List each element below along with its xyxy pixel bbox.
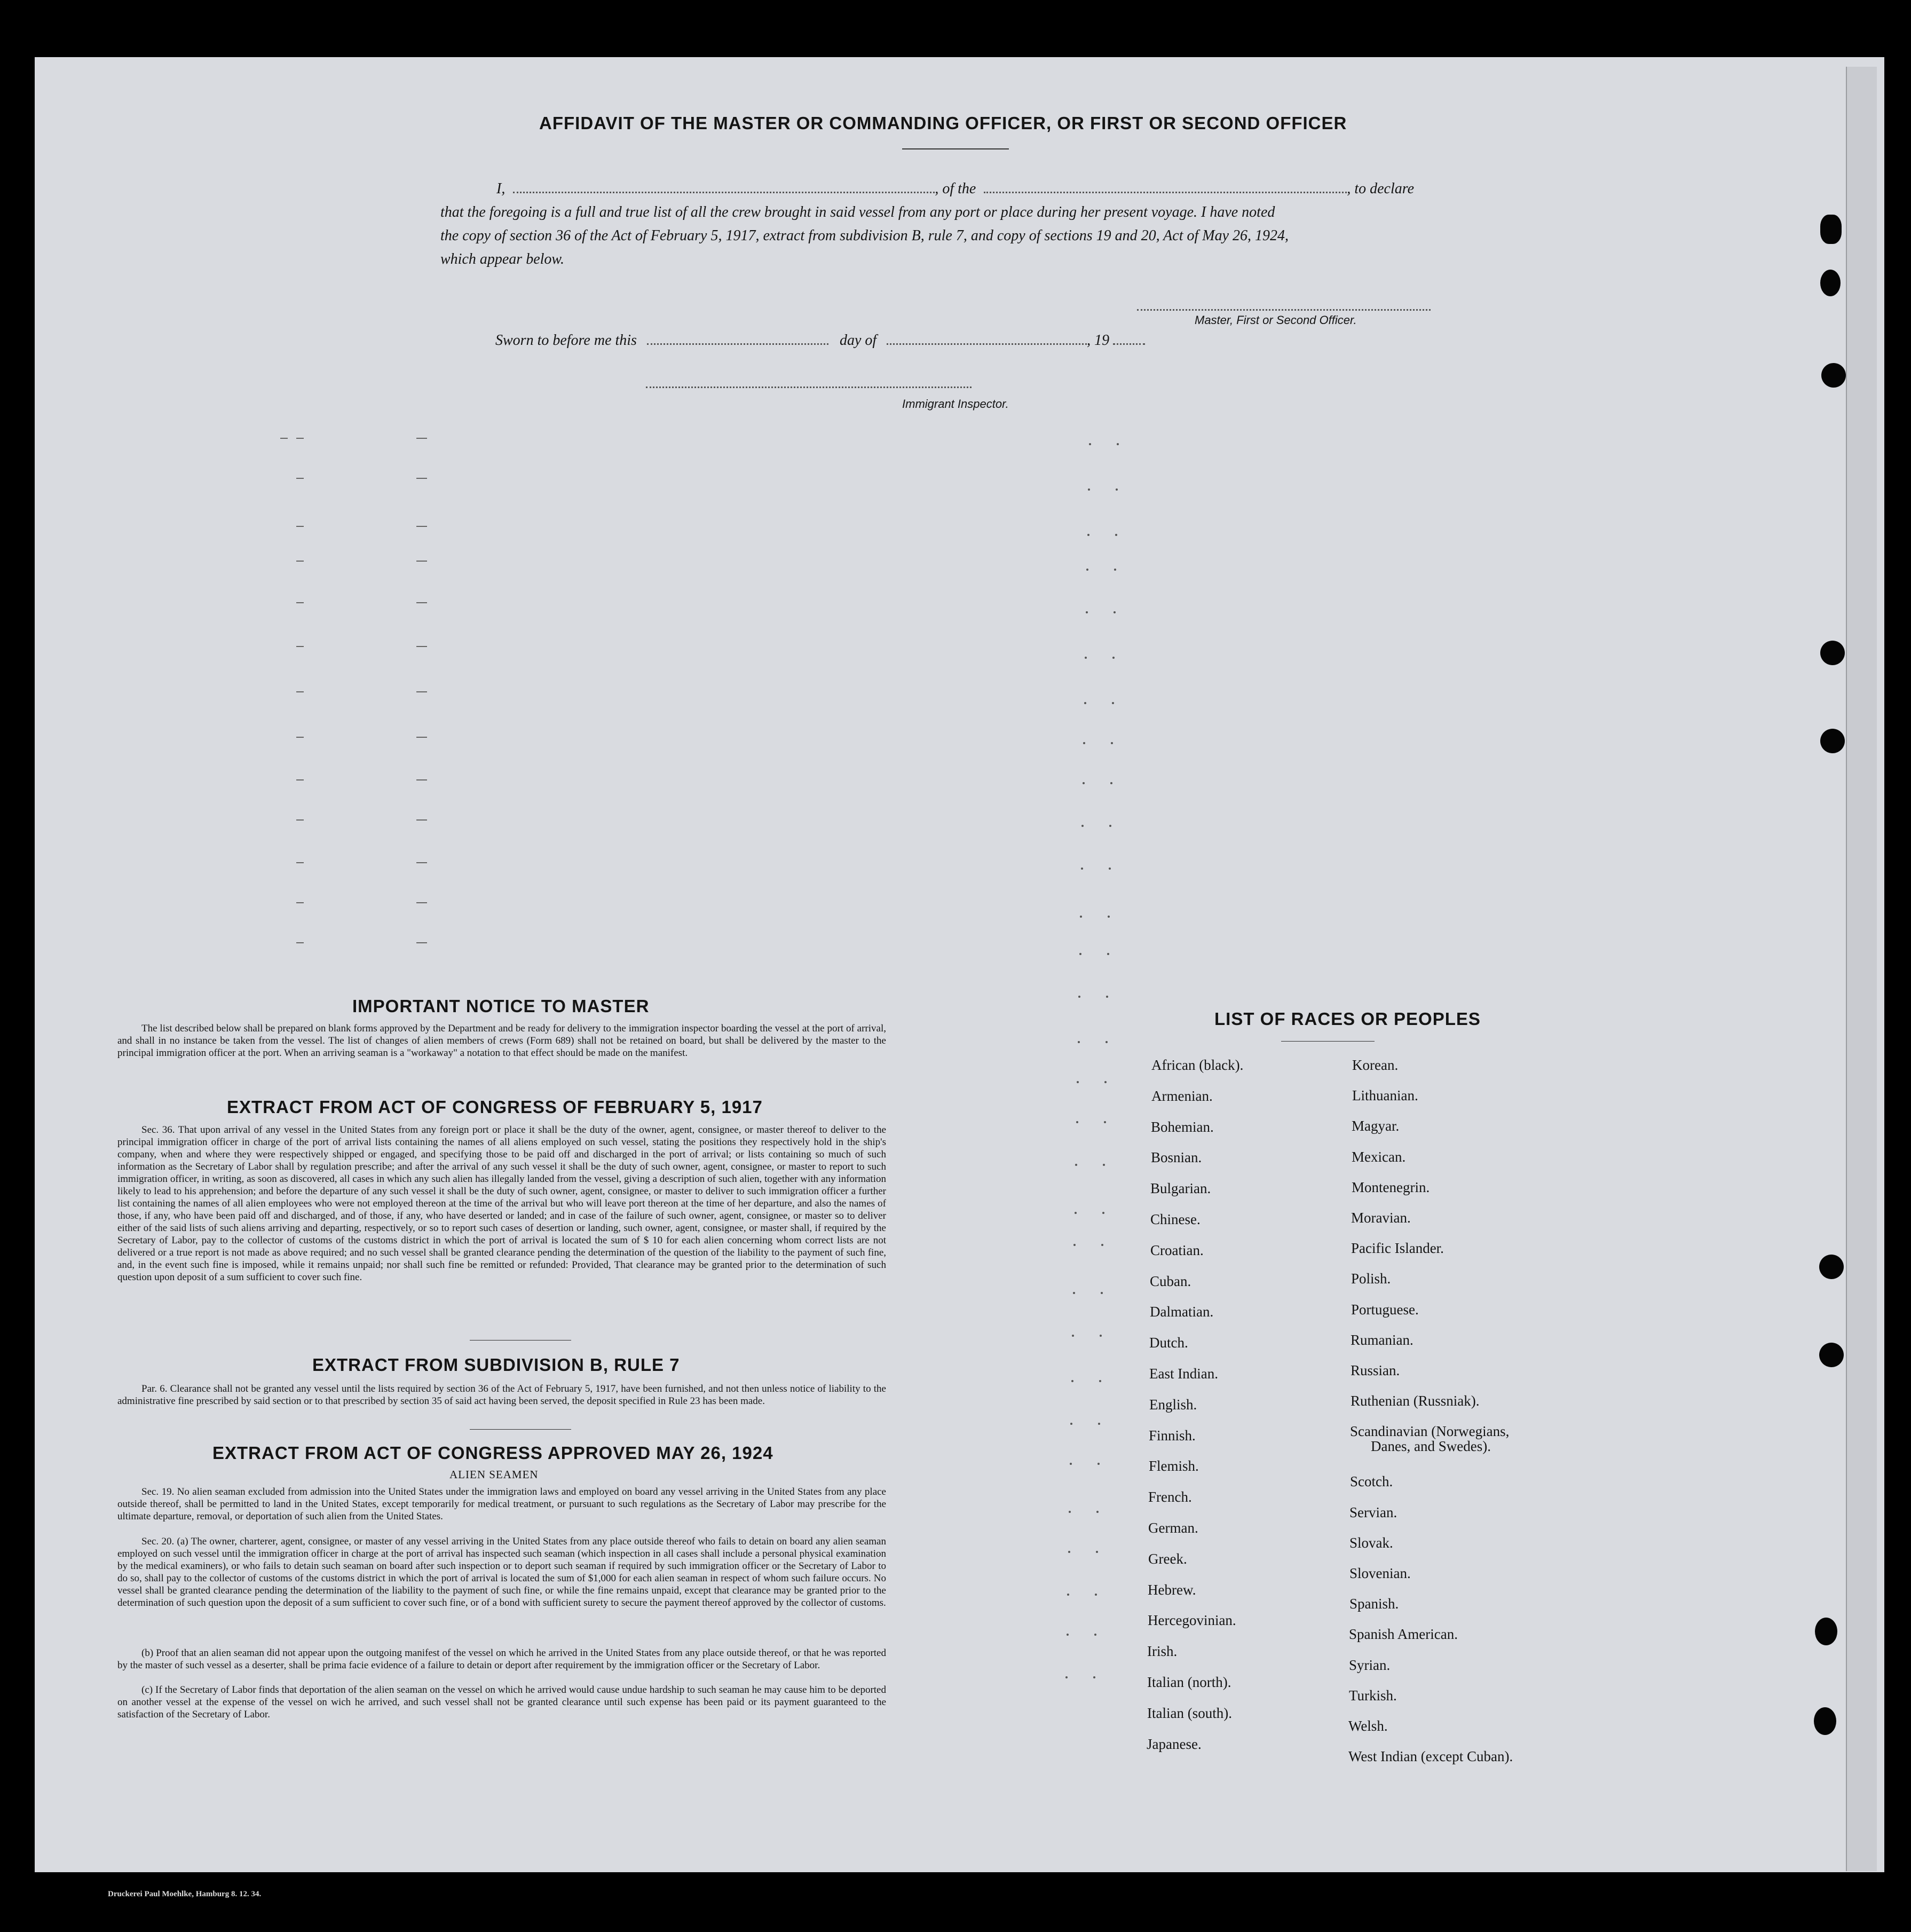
race-item: Welsh. bbox=[1348, 1718, 1388, 1734]
notice-title: IMPORTANT NOTICE TO MASTER bbox=[352, 996, 650, 1016]
race-item: Dalmatian. bbox=[1150, 1304, 1214, 1320]
race-item: Ruthenian (Russniak). bbox=[1351, 1393, 1480, 1409]
stray-dot bbox=[1078, 996, 1080, 998]
stray-dot bbox=[1111, 742, 1113, 744]
ruling-tick bbox=[416, 602, 427, 603]
ruling-tick bbox=[296, 602, 304, 603]
race-item: Moravian. bbox=[1351, 1210, 1411, 1226]
extract-1917-title: EXTRACT FROM ACT OF CONGRESS OF FEBRUARY 5, 1917 bbox=[227, 1097, 763, 1117]
stray-dot bbox=[1104, 1081, 1107, 1083]
stray-dot bbox=[1096, 1551, 1098, 1553]
race-item: Hebrew. bbox=[1148, 1581, 1196, 1598]
ruling-tick bbox=[280, 438, 288, 439]
torn-hole-icon bbox=[1820, 215, 1842, 244]
stray-dot bbox=[1102, 1212, 1104, 1214]
binder-hole-icon bbox=[1820, 729, 1845, 753]
stray-dot bbox=[1097, 1463, 1100, 1465]
race-item: East Indian. bbox=[1149, 1366, 1218, 1382]
sworn-year-field[interactable] bbox=[1113, 341, 1145, 345]
stray-dot bbox=[1067, 1594, 1069, 1596]
stray-dot bbox=[1088, 488, 1090, 491]
race-item: Magyar. bbox=[1352, 1118, 1400, 1134]
race-item: German. bbox=[1148, 1520, 1198, 1536]
day-of-text: day of bbox=[839, 332, 877, 349]
race-item: Spanish. bbox=[1349, 1596, 1399, 1612]
extract-1924-sec20c: (c) If the Secretary of Labor finds that deportation of the alien seaman on the vessel on which he arrived would cause undue hardship to such seaman he may cause him to be deported on another vessel at the expense of the vessel on wich he arrived, and such vessel shall not be granted clearance until such expense has been paid or its payment guaranteed to the satisfaction of the Secretary of Labor. bbox=[117, 1684, 886, 1720]
stray-dot bbox=[1080, 916, 1082, 918]
stray-dot bbox=[1115, 534, 1117, 536]
stray-dot bbox=[1098, 1423, 1100, 1425]
ruling-tick bbox=[416, 561, 427, 562]
printer-imprint: Druckerei Paul Moehlke, Hamburg 8. 12. 34. bbox=[108, 1890, 262, 1898]
sworn-text: Sworn to before me this bbox=[495, 332, 637, 349]
race-item: Greek. bbox=[1148, 1550, 1187, 1567]
stray-dot bbox=[1085, 657, 1087, 659]
stray-dot bbox=[1099, 1380, 1101, 1382]
race-item: Russian. bbox=[1351, 1362, 1400, 1378]
stray-dot bbox=[1112, 657, 1115, 659]
stray-dot bbox=[1073, 1292, 1075, 1294]
ruling-tick bbox=[296, 526, 304, 527]
binder-hole-icon bbox=[1815, 1618, 1837, 1645]
stray-dot bbox=[1073, 1244, 1076, 1246]
affidavit-i: I, bbox=[496, 180, 506, 197]
stray-dot bbox=[1076, 1121, 1078, 1123]
race-item: Hercegovinian. bbox=[1148, 1612, 1236, 1629]
stray-dot bbox=[1077, 1081, 1079, 1083]
stray-dot bbox=[1086, 611, 1088, 613]
stray-dot bbox=[1075, 1212, 1077, 1214]
affidavit-title: AFFIDAVIT OF THE MASTER OR COMMANDING OFFICER, OR FIRST OR SECOND OFFICER bbox=[539, 113, 1347, 133]
title-divider bbox=[902, 148, 1009, 149]
ruling-tick bbox=[416, 691, 427, 692]
race-item: Montenegrin. bbox=[1352, 1179, 1430, 1195]
ruling-tick bbox=[416, 862, 427, 863]
binder-hole-icon bbox=[1819, 1255, 1844, 1279]
race-item: Servian. bbox=[1349, 1504, 1397, 1520]
stray-dot bbox=[1065, 1676, 1068, 1678]
ruling-tick bbox=[296, 819, 304, 821]
ruling-tick bbox=[416, 819, 427, 821]
inspector-signature-field[interactable] bbox=[646, 384, 972, 388]
race-item: Mexican. bbox=[1352, 1148, 1406, 1165]
stray-dot bbox=[1107, 953, 1109, 955]
extract-1924-sec19: Sec. 19. No alien seaman excluded from admission into the United States under the immigration laws and employed on board any vessel arriving in the United States from any place outside thereof, shall be permitted to land in the United States, except temporarily for medical treatment, or pursuant to such regulations as the Secretary of Labor may prescribe for the ultimate departure, removal, or deportation of such alien from the United States. bbox=[117, 1486, 886, 1522]
stray-dot bbox=[1075, 1164, 1077, 1166]
race-item: Slovenian. bbox=[1349, 1565, 1411, 1581]
stray-dot bbox=[1114, 569, 1116, 571]
race-item: English. bbox=[1149, 1396, 1197, 1413]
stray-dot bbox=[1114, 611, 1116, 613]
stray-dot bbox=[1116, 488, 1118, 491]
race-item: Pacific Islander. bbox=[1351, 1240, 1444, 1257]
affidavit-line4: which appear below. bbox=[440, 251, 565, 267]
torn-hole-icon bbox=[1820, 270, 1841, 296]
master-signature-field[interactable] bbox=[1137, 307, 1431, 311]
extract-1924-sec20b: (b) Proof that an alien seaman did not appear upon the outgoing manifest of the vessel on which he arrived in the United States from any place outside thereof, or that he was reported by the master of such vessel as a deserter, shall be prima facie evidence of a failure to detain or deport after requirement by the immigration officer or the Secretary of Labor. bbox=[117, 1647, 886, 1671]
race-item: Japanese. bbox=[1147, 1736, 1202, 1752]
stray-dot bbox=[1069, 1511, 1071, 1513]
stray-dot bbox=[1103, 1164, 1105, 1166]
ruling-tick bbox=[296, 862, 304, 863]
race-item: Slovak. bbox=[1349, 1534, 1393, 1551]
extract-rule7-body: Par. 6. Clearance shall not be granted any vessel until the lists required by section 36 of the Act of February 5, 1917, have been furnished, and not then unless notice of liability to the administrative fine prescribed by said section or to that prescribed by section 35 of said act having been served, the deposit specified in Rule 23 has been made. bbox=[117, 1383, 886, 1407]
sworn-day-field[interactable] bbox=[647, 341, 828, 345]
stray-dot bbox=[1109, 868, 1111, 870]
name-field[interactable] bbox=[513, 190, 935, 193]
race-item: Lithuanian. bbox=[1352, 1087, 1418, 1104]
stray-dot bbox=[1096, 1511, 1099, 1513]
stray-dot bbox=[1079, 953, 1081, 955]
race-item: Syrian. bbox=[1349, 1657, 1391, 1673]
stray-dot bbox=[1105, 1041, 1108, 1043]
stray-dot bbox=[1101, 1244, 1103, 1246]
race-item: Dutch. bbox=[1149, 1335, 1188, 1351]
ruling-tick bbox=[296, 646, 304, 647]
race-item: Irish. bbox=[1147, 1643, 1178, 1660]
race-item: African (black). bbox=[1151, 1057, 1244, 1073]
binder-hole-icon bbox=[1820, 641, 1845, 665]
ruling-tick bbox=[296, 902, 304, 903]
year-text: , 19 bbox=[1087, 332, 1110, 349]
race-item: Scotch. bbox=[1350, 1473, 1393, 1490]
races-divider bbox=[1281, 1041, 1375, 1042]
race-item: Bosnian. bbox=[1151, 1149, 1202, 1166]
vessel-field[interactable] bbox=[984, 190, 1347, 193]
race-item: West Indian (except Cuban). bbox=[1348, 1748, 1513, 1765]
race-item: Italian (north). bbox=[1147, 1674, 1231, 1690]
ruling-tick bbox=[296, 478, 304, 479]
race-item: Italian (south). bbox=[1147, 1705, 1232, 1721]
extract-1917-body: Sec. 36. That upon arrival of any vessel in the United States from any foreign port or place it shall be the duty of the owner, agent, consignee, or master thereof to deliver to the principal immigration officer in charge of the port of arrival lists containing the names of all aliens employed on such vessel, stating the positions they respectively hold in the ship's company, when and where they were respectively shipped or engaged, and specifying those to be paid off and discharged in the port of arrival; or lists containing so much of such information as the Secretary of Labor shall by regulation prescribe; and after the arrival of any such vessel it shall be the duty of such owner, agent, consignee, or master to report to such immigration officer, in writing, as soon as discovered, all cases in which any such alien has illegally landed from the vessel, giving a description of such alien, together with any information likely to lead to his apprehension; and before the departure of any such vessel it shall be the duty of such owner, agent, consignee, or master to deliver to such immigration officer a further list containing the names of all alien employees who were not employed thereon at the time of the arrival but who will leave port thereon at the time of her departure, and also the names of those, if any, who have been paid off and discharged, and of those, if any, who have deserted or landed; and in case of the failure of such owner, agent, consignee, or master so to deliver either of the said lists of such aliens arriving and departing, respectively, or so to report such cases of desertion or landing, such owner, agent, consignee, or master shall, if required by the Secretary of Labor, pay to the collector of customs of the customs district in which the port of arrival is located the sum of $ 10 for each alien concerning whom correct lists are not delivered or a true report is not made as above required; and no such vessel shall be granted clearance pending the determination of the question of the liability to the payment of such fine, and, in the event such fine is imposed, while it remains unpaid; nor shall such fine be remitted or refunded: Provided, That clearance may be granted prior to the determination of such question upon deposit of a sum sufficient to cover such fine. bbox=[117, 1124, 886, 1283]
race-item: Bohemian. bbox=[1151, 1118, 1214, 1135]
affidavit-of-the: , of the bbox=[935, 180, 976, 197]
stray-dot bbox=[1078, 1041, 1080, 1043]
sworn-line bbox=[495, 332, 1145, 349]
affidavit-to-declare: , to declare bbox=[1347, 180, 1415, 197]
stray-dot bbox=[1093, 1676, 1095, 1678]
race-item: Turkish. bbox=[1349, 1687, 1397, 1704]
ruling-tick bbox=[416, 737, 427, 738]
stray-dot bbox=[1095, 1594, 1097, 1596]
ruling-tick bbox=[296, 691, 304, 692]
stray-dot bbox=[1108, 916, 1110, 918]
race-item: Flemish. bbox=[1149, 1458, 1199, 1474]
race-item: Polish. bbox=[1351, 1271, 1391, 1287]
stray-dot bbox=[1112, 702, 1114, 704]
races-title: LIST OF RACES OR PEOPLES bbox=[1214, 1009, 1481, 1029]
race-item: Scandinavian (Norwegians, bbox=[1350, 1423, 1510, 1440]
stray-dot bbox=[1106, 996, 1108, 998]
inspector-signature-label: Immigrant Inspector. bbox=[902, 397, 1009, 411]
ruling-tick bbox=[296, 737, 304, 738]
race-item: Cuban. bbox=[1150, 1273, 1191, 1289]
stray-dot bbox=[1072, 1335, 1074, 1337]
affidavit-line3: the copy of section 36 of the Act of February 5, 1917, extract from subdivision B, rule 7, and copy of sections 19 and 20, Act of May 26, 1924, bbox=[440, 227, 1289, 244]
stray-dot bbox=[1104, 1121, 1106, 1123]
stray-dot bbox=[1083, 782, 1085, 784]
race-item: Bulgarian. bbox=[1150, 1180, 1211, 1197]
stray-dot bbox=[1087, 534, 1089, 536]
race-item: Croatian. bbox=[1150, 1242, 1204, 1258]
stray-dot bbox=[1100, 1335, 1102, 1337]
stray-dot bbox=[1083, 742, 1085, 744]
race-item: Korean. bbox=[1352, 1057, 1399, 1073]
stray-dot bbox=[1067, 1634, 1069, 1636]
stray-dot bbox=[1109, 825, 1111, 827]
ruling-tick bbox=[296, 942, 304, 943]
race-item: Armenian. bbox=[1151, 1087, 1213, 1104]
race-item: Portuguese. bbox=[1351, 1301, 1419, 1318]
extract-1924-subtitle: ALIEN SEAMEN bbox=[449, 1468, 539, 1481]
stray-dot bbox=[1084, 702, 1086, 704]
section-divider bbox=[470, 1429, 571, 1430]
stray-dot bbox=[1110, 782, 1112, 784]
stray-dot bbox=[1101, 1292, 1103, 1294]
stray-dot bbox=[1086, 569, 1088, 571]
ruling-tick bbox=[416, 942, 427, 943]
binder-hole-icon bbox=[1821, 363, 1846, 388]
stray-dot bbox=[1070, 1423, 1072, 1425]
ruling-tick bbox=[296, 779, 304, 780]
race-item: Chinese. bbox=[1150, 1211, 1201, 1227]
ruling-tick bbox=[416, 902, 427, 903]
stray-dot bbox=[1089, 443, 1091, 445]
stray-dot bbox=[1081, 868, 1083, 870]
stray-dot bbox=[1081, 825, 1084, 827]
notice-body: The list described below shall be prepared on blank forms approved by the Department and be ready for delivery to the immigration inspector boarding the vessel at the port of arrival, and shall in no instance be taken from the vessel. The list of changes of alien members of crews (Form 689) shall not be retained on board, but shall be delivered by the master to the principal immigration officer at the port. When an arriving seaman is a "workaway" a notation to that effect should be made on the manifest. bbox=[117, 1023, 886, 1059]
stray-dot bbox=[1094, 1634, 1096, 1636]
extract-1924-title: EXTRACT FROM ACT OF CONGRESS APPROVED MAY 26, 1924 bbox=[212, 1443, 773, 1463]
race-item: Spanish American. bbox=[1349, 1626, 1458, 1643]
page-edge bbox=[1846, 67, 1877, 1871]
ruling-tick bbox=[416, 478, 427, 479]
ruling-tick bbox=[416, 438, 427, 439]
affidavit-line2: that the foregoing is a full and true list of all the crew brought in said vessel from any port or place during her present voyage. I have noted bbox=[440, 204, 1275, 220]
race-item: Rumanian. bbox=[1351, 1331, 1413, 1348]
stray-dot bbox=[1068, 1551, 1070, 1553]
stray-dot bbox=[1117, 443, 1119, 445]
master-signature-label: Master, First or Second Officer. bbox=[1195, 313, 1357, 327]
binder-hole-icon bbox=[1819, 1343, 1844, 1367]
extract-1924-sec20a: Sec. 20. (a) The owner, charterer, agent, consignee, or master of any vessel arriving in the United States from any place outside thereof who fails to detain on board any alien seaman employed on such vessel until the immigration officer in charge at the port of arrival has inspected such seaman (which inspection in all cases shall include a personal physical examination by the medical examiners), or who fails to detain such seaman on board after such inspection or to deport such seaman if required by such immigration officer or the Secretary of Labor to do so, shall pay to the collector of customs of the customs district in which the port of arrival is located the sum of $1,000 for each alien seaman in respect of whom such failure occurs. No vessel shall be granted clearance pending the determination of the liability to the payment of such fine, or while the fine remains unpaid, except that clearance may be granted prior to the determination of such question upon the deposit of a sum sufficient to cover such fine, or of a bond with sufficient surety to secure the payment thereof approved by the collector of customs. bbox=[117, 1536, 886, 1608]
extract-rule7-title: EXTRACT FROM SUBDIVISION B, RULE 7 bbox=[312, 1355, 680, 1375]
sworn-month-field[interactable] bbox=[887, 341, 1087, 345]
ruling-tick bbox=[296, 561, 304, 562]
binder-hole-icon bbox=[1814, 1707, 1836, 1735]
ruling-tick bbox=[296, 438, 304, 439]
stray-dot bbox=[1070, 1463, 1072, 1465]
race-item: Danes, and Swedes). bbox=[1371, 1438, 1491, 1455]
stray-dot bbox=[1071, 1380, 1073, 1382]
ruling-tick bbox=[416, 526, 427, 527]
race-item: French. bbox=[1148, 1489, 1192, 1505]
affidavit-line1 bbox=[496, 180, 1414, 198]
race-item: Finnish. bbox=[1149, 1427, 1196, 1444]
ruling-tick bbox=[416, 646, 427, 647]
ruling-tick bbox=[416, 779, 427, 780]
